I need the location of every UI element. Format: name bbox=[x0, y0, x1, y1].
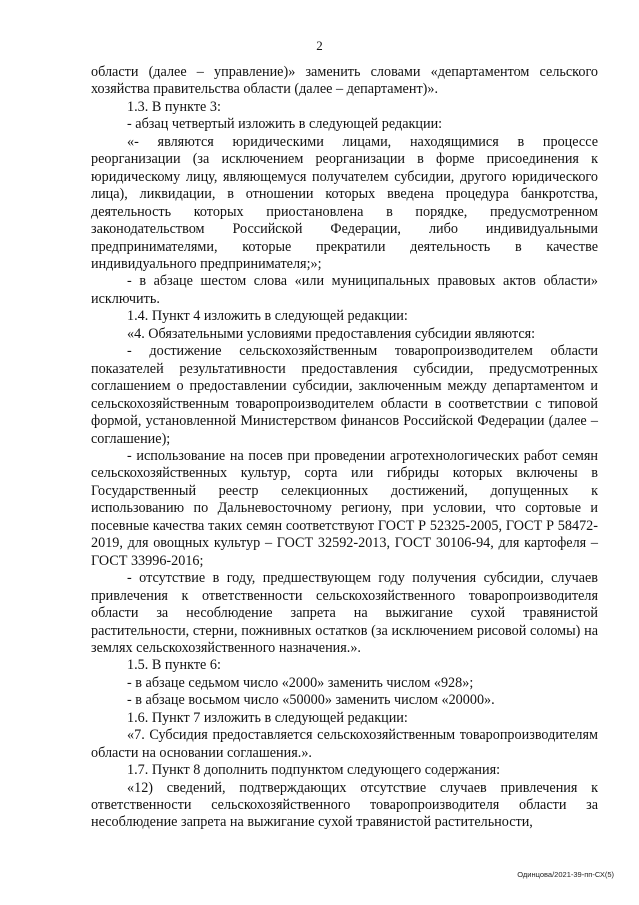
paragraph: «7. Субсидия предоставляется сельскохозяйственным товаропроизводителям области на основании соглашения.». bbox=[91, 727, 598, 761]
paragraph: области (далее – управление)» заменить словами «департаментом сельского хозяйства правительства области (далее – департамент)». bbox=[91, 64, 598, 98]
paragraph: «- являются юридическими лицами, находящимися в процессе реорганизации (за исключением реорганизации в форме присоединения к юридическому лицу, являющемуся получателем субсидии, другого юридического лица), ликвидации, в отношении которых введена процедура банкротства, деятельность которых приостановлена в порядке, предусмотренном законодательством Российской Федерации, либо индивидуальными предпринимателями, которые прекратили деятельность в качестве индивидуального предпринимателя;»; bbox=[91, 133, 598, 272]
paragraph: - достижение сельскохозяйственным товаропроизводителем области показателей результативности предоставления субсидии, предусмотренных соглашением о предоставлении субсидии, заключенным между департаментом и сельскохозяйственным товаропроизводителем области в соответствии с типовой формой, установленной Министерством финансов Российской Федерации (далее – соглашение); bbox=[91, 343, 598, 447]
paragraph: - в абзаце седьмом число «2000» заменить числом «928»; bbox=[127, 674, 474, 691]
document-code: Одинцова/2021-39-пп-СХ(5) bbox=[517, 870, 614, 879]
paragraph: - отсутствие в году, предшествующем году получения субсидии, случаев привлечения к ответственности сельскохозяйственного товаропроизводителя области за несоблюдение запрета на выжигание сухой травянистой растительности, стерни, пожнивных остатков (за исключением рисовой соломы) на землях сельскохозяйственного назначения.». bbox=[91, 570, 598, 656]
paragraph: - использование на посев при проведении агротехнологических работ семян сельскохозяйственных культур, сорта или гибриды которых включены в Государственный реестр селекционных достижений, допущенных к использованию по Дальневосточному региону, при условии, что сортовые и посевные качества таких семян соответствуют ГОСТ Р 52325-2005, ГОСТ Р 58472-2019, для овощных культур – ГОСТ 32592-2013, ГОСТ 30106-94, для картофеля – ГОСТ 33996-2016; bbox=[91, 447, 598, 569]
paragraph: 1.7. Пункт 8 дополнить подпунктом следующего содержания: bbox=[127, 762, 501, 779]
paragraph: «12) сведений, подтверждающих отсутствие случаев привлечения к ответственности сельскохозяйственного товаропроизводителя области за несоблюдение запрета на выжигание сухой травянистой растительности, bbox=[91, 779, 598, 831]
paragraph: - в абзаце шестом слова «или муниципальных правовых актов области» исключить. bbox=[91, 273, 598, 307]
paragraph: - в абзаце восьмом число «50000» заменить числом «20000». bbox=[127, 692, 495, 709]
paragraph: «4. Обязательными условиями предоставления субсидии являются: bbox=[127, 325, 536, 342]
paragraph: 1.3. В пункте 3: bbox=[127, 98, 221, 115]
paragraph: 1.4. Пункт 4 изложить в следующей редакции: bbox=[127, 308, 408, 325]
paragraph: 1.6. Пункт 7 изложить в следующей редакции: bbox=[127, 709, 408, 726]
paragraph: - абзац четвертый изложить в следующей редакции: bbox=[127, 116, 443, 133]
page-number: 2 bbox=[316, 38, 323, 53]
document-body bbox=[91, 64, 598, 832]
paragraph: 1.5. В пункте 6: bbox=[127, 657, 221, 674]
